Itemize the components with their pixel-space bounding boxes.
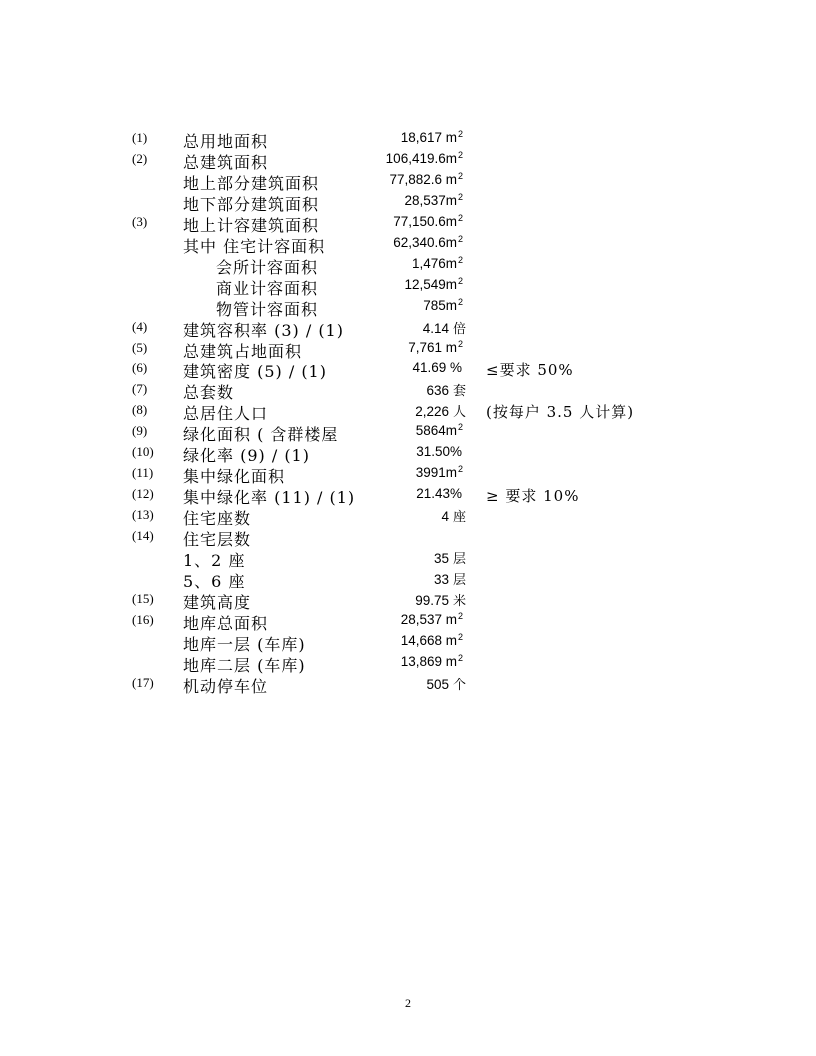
item-number: (16) xyxy=(132,611,154,627)
indicator-row xyxy=(0,464,816,485)
value-unit: 个 xyxy=(452,677,466,693)
item-label: 其中 住宅计容面积 xyxy=(183,236,326,256)
value-superscript: 2 xyxy=(457,631,463,642)
value-unit: 层 xyxy=(452,552,466,567)
value-text: 77,150.6m xyxy=(393,213,457,229)
value-text: 4 xyxy=(441,509,449,525)
item-value xyxy=(393,234,466,251)
item-value xyxy=(401,129,466,146)
item-label: 地库总面积 xyxy=(183,613,269,633)
value-unit: 人 xyxy=(452,405,466,421)
indicator-row xyxy=(0,234,816,255)
item-value xyxy=(426,380,466,399)
value-text: 41.69 % xyxy=(412,360,462,376)
value-superscript: 2 xyxy=(457,338,463,349)
item-number: (12) xyxy=(132,486,154,502)
item-number: (10) xyxy=(132,444,154,460)
item-note: ≥ 要求 10% xyxy=(486,487,580,506)
value-text: 505 xyxy=(426,676,449,692)
indicator-row xyxy=(0,192,816,213)
value-superscript: 2 xyxy=(457,652,463,663)
indicator-row xyxy=(0,485,816,506)
item-number: (17) xyxy=(132,674,154,690)
item-value xyxy=(416,485,466,502)
indicator-row xyxy=(0,150,816,171)
item-label: 机动停车位 xyxy=(183,676,269,696)
indicator-row xyxy=(0,569,816,590)
value-superscript: 2 xyxy=(457,422,463,433)
item-value xyxy=(415,590,466,609)
value-superscript: 2 xyxy=(457,254,463,265)
value-text: 33 xyxy=(433,571,449,587)
value-text: 13,869 m xyxy=(400,653,457,669)
item-number: (4) xyxy=(132,318,148,334)
item-label: 集中绿化率 (11) / (1) xyxy=(183,488,356,508)
item-value xyxy=(416,464,466,481)
item-label: 建筑高度 xyxy=(183,592,252,612)
value-superscript: 2 xyxy=(457,464,463,475)
value-text: 31.50% xyxy=(416,444,462,460)
item-label: 5、6 座 xyxy=(183,571,246,591)
value-text: 28,537m xyxy=(404,192,457,208)
item-value xyxy=(404,276,466,293)
value-superscript: 2 xyxy=(457,296,463,307)
indicator-row xyxy=(0,653,816,674)
value-text: 35 xyxy=(433,551,449,566)
item-label: 绿化面积 ( 含群楼屋 xyxy=(183,425,339,445)
value-text: 3991m xyxy=(415,465,457,481)
value-text: 18,617 m xyxy=(400,130,457,145)
item-value xyxy=(393,213,466,230)
item-value xyxy=(423,318,466,337)
item-label: 总建筑面积 xyxy=(183,152,269,172)
item-value xyxy=(434,548,466,567)
value-unit: 层 xyxy=(452,572,466,588)
indicator-row xyxy=(0,401,816,422)
page-number: 2 xyxy=(405,996,411,1010)
value-superscript: 2 xyxy=(457,275,463,286)
item-value xyxy=(441,506,466,525)
item-label: 商业计容面积 xyxy=(216,278,319,298)
item-label: 地上计容建筑面积 xyxy=(183,215,320,235)
item-number: (11) xyxy=(132,465,154,481)
item-value xyxy=(412,255,466,272)
indicator-row xyxy=(0,129,816,150)
indicator-row xyxy=(0,380,816,401)
value-text: 7,761 m xyxy=(408,339,457,355)
indicator-row xyxy=(0,632,816,653)
item-note: ≤要求 50% xyxy=(486,361,574,380)
indicator-row xyxy=(0,318,816,339)
value-text: 785m xyxy=(423,297,457,313)
value-superscript: 2 xyxy=(457,149,463,160)
item-number: (2) xyxy=(132,150,148,166)
value-text: 12,549m xyxy=(404,276,457,292)
value-unit: 米 xyxy=(452,593,466,609)
value-superscript: 2 xyxy=(457,191,463,202)
item-value xyxy=(401,653,466,670)
item-label: 1、2 座 xyxy=(183,551,246,570)
item-number: (8) xyxy=(132,402,148,418)
item-number: (3) xyxy=(132,213,148,229)
indicator-row xyxy=(0,276,816,297)
indicator-row xyxy=(0,255,816,276)
item-number: (13) xyxy=(132,507,154,523)
item-value xyxy=(415,401,466,420)
item-value xyxy=(401,632,466,649)
indicator-row xyxy=(0,422,816,443)
indicator-row xyxy=(0,213,816,234)
indicator-row xyxy=(0,548,816,569)
indicator-row xyxy=(0,506,816,527)
value-text: 2,226 xyxy=(415,404,449,420)
value-text: 106,419.6m xyxy=(385,150,457,166)
item-label: 绿化率 (9) / (1) xyxy=(183,446,310,466)
value-unit: 套 xyxy=(452,384,466,400)
item-value xyxy=(416,422,466,439)
value-text: 5864m xyxy=(415,423,457,439)
item-value xyxy=(386,150,466,167)
value-superscript: 2 xyxy=(457,233,463,244)
item-label: 地库一层 (车库) xyxy=(183,634,306,654)
item-number: (5) xyxy=(132,339,148,355)
item-label: 总用地面积 xyxy=(183,132,269,151)
item-label: 会所计容面积 xyxy=(216,257,319,277)
item-label: 物管计容面积 xyxy=(216,299,319,319)
item-value xyxy=(423,297,466,314)
value-text: 4.14 xyxy=(422,320,449,336)
value-text: 14,668 m xyxy=(400,632,457,648)
value-text: 62,340.6m xyxy=(393,234,457,250)
indicator-row xyxy=(0,611,816,632)
value-superscript: 2 xyxy=(457,129,463,139)
value-text: 21.43% xyxy=(416,486,462,502)
item-value xyxy=(389,171,466,188)
value-text: 636 xyxy=(426,383,449,399)
item-number: (15) xyxy=(132,590,154,606)
value-superscript: 2 xyxy=(457,610,463,621)
item-value xyxy=(426,674,466,693)
item-value xyxy=(404,192,466,209)
indicator-row xyxy=(0,674,816,695)
item-label: 地上部分建筑面积 xyxy=(183,173,320,193)
indicator-row xyxy=(0,590,816,611)
item-value xyxy=(401,611,466,628)
item-label: 住宅层数 xyxy=(183,530,252,550)
item-number: (6) xyxy=(132,360,148,376)
item-label: 地库二层 (车库) xyxy=(183,655,306,675)
value-unit: 倍 xyxy=(452,321,466,337)
item-label: 建筑容积率 (3) / (1) xyxy=(183,320,344,340)
item-label: 总建筑占地面积 xyxy=(183,341,303,361)
item-value xyxy=(416,443,466,460)
item-label: 地下部分建筑面积 xyxy=(183,194,320,214)
item-note: (按每户 3.5 人计算) xyxy=(486,403,635,422)
indicator-row xyxy=(0,297,816,318)
item-label: 住宅座数 xyxy=(183,509,252,529)
value-text: 99.75 xyxy=(415,592,449,608)
item-value xyxy=(408,339,466,356)
value-text: 77,882.6 m xyxy=(389,171,457,187)
indicator-row xyxy=(0,339,816,360)
value-text: 1,476m xyxy=(411,255,457,271)
value-text: 28,537 m xyxy=(400,611,457,627)
item-label: 建筑密度 (5) / (1) xyxy=(183,362,327,382)
value-superscript: 2 xyxy=(457,170,463,181)
item-value xyxy=(412,359,466,376)
item-label: 总套数 xyxy=(183,383,235,403)
item-label: 总居住人口 xyxy=(183,404,269,424)
indicator-row xyxy=(0,359,816,380)
value-superscript: 2 xyxy=(457,212,463,223)
item-value xyxy=(462,527,466,544)
item-value xyxy=(434,569,466,588)
item-number: (1) xyxy=(132,130,148,145)
item-number: (9) xyxy=(132,423,148,439)
item-number: (14) xyxy=(132,528,154,544)
indicator-row xyxy=(0,171,816,192)
item-label: 集中绿化面积 xyxy=(183,467,286,487)
value-unit: 座 xyxy=(452,510,466,526)
indicator-row xyxy=(0,443,816,464)
item-number: (7) xyxy=(132,381,148,397)
indicator-row xyxy=(0,527,816,548)
